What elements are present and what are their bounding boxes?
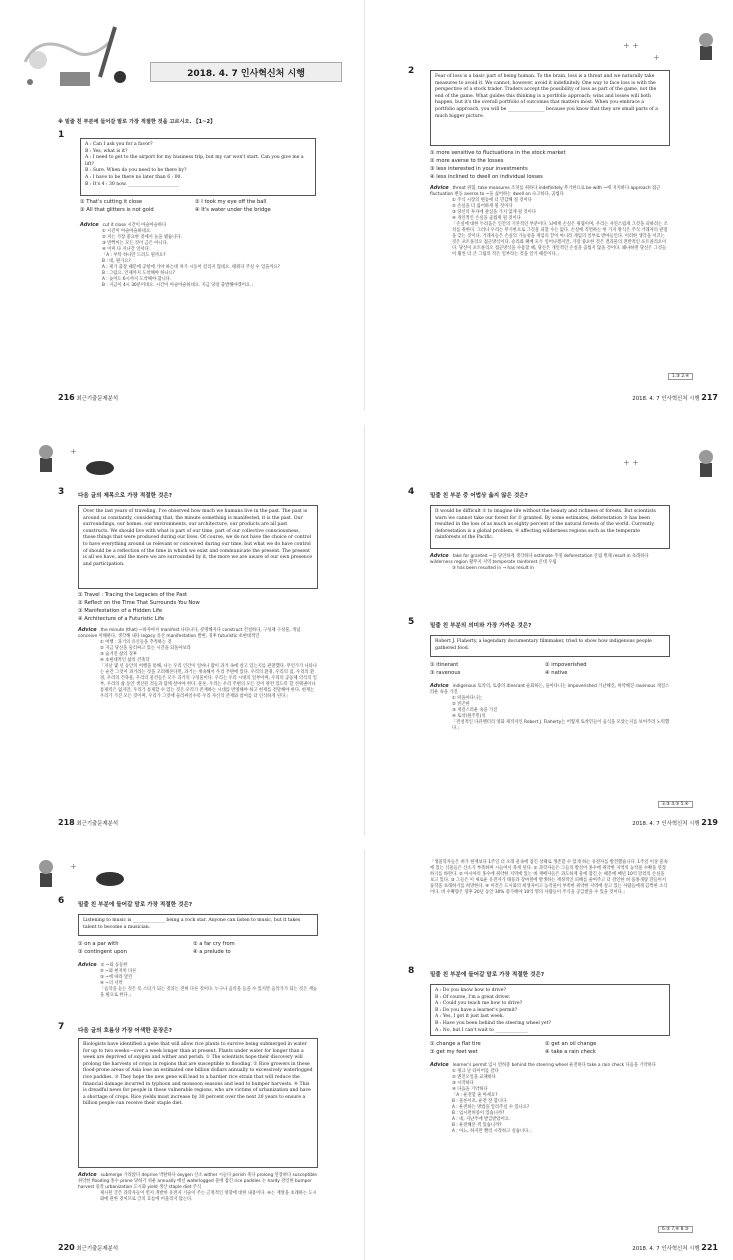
advice-line: ② 저는 가장 중요한 것에서 눈을 뗐습니다. xyxy=(102,235,182,240)
advice-line: ④ 초현대적인 삶의 건축학 xyxy=(100,658,150,663)
page-number: 220 xyxy=(58,1243,75,1252)
passage-box-q6: Listening to music is ______________ being a rock star. Anyone can listen to music, but it takes talent to become a musician. xyxy=(78,914,318,936)
page-number: 218 xyxy=(58,818,75,827)
page-220 xyxy=(0,850,362,1260)
option-4[interactable]: ④ Architecture of a Futuristic Life xyxy=(78,616,165,622)
option-2[interactable]: ② impoverished xyxy=(545,662,587,668)
advice-line: 제시된 글은 과학자들이 먼저 개발한 유전자 기술이 주는 긍정적인 영향에 대한 내용이다. ④는 재앙을 초래하는 도시화에 관한 것이므로 글의 흐름에 어울리지 않는다. xyxy=(100,1191,317,1202)
question-stem-q8: 밑줄 친 부분에 들어갈 말로 가장 적절한 것은? xyxy=(430,972,545,978)
advice-q2 xyxy=(430,185,670,258)
page-footer xyxy=(58,818,118,827)
option-3[interactable]: ③ Manifestation of a Hidden Life xyxy=(78,608,163,614)
option-1[interactable]: ① itinerant xyxy=(430,662,459,668)
advice-q3 xyxy=(78,627,318,700)
dialogue-box-q8 xyxy=(430,984,670,1036)
svg-text:+ +: + + xyxy=(623,458,639,467)
question-number-1: 1 xyxy=(58,130,65,140)
advice-line: ④ 이미 다 지나간 일이다. xyxy=(102,247,151,252)
advice-q5 xyxy=(430,683,670,732)
advice-line: ① ~와 동등한 xyxy=(100,963,128,968)
advice-line: submerge 가라앉다 deprive 박탈하다 oxygen 산소 wither 시들다 perish 죽다 prolong 연장하다 susceptible 취약한 flooding 홍수 prone 당하기 쉬운 annually 매년 waterlogged 물에 잠긴 rice paddies 논 hardy 강인한 bumper harvest 풍작 urbanization 도시화 yield 생산 staple diet 주식 xyxy=(78,1173,317,1190)
advice-line: ④ ~의 서막 xyxy=(100,981,123,986)
advice-line: ① 여행 : 과거의 유산들을 추적하는 것 xyxy=(100,640,172,645)
option-1[interactable]: ① That's cutting it close xyxy=(80,199,143,205)
plant-illustration xyxy=(618,445,718,485)
option-1[interactable]: ① change a flat tire xyxy=(430,1041,481,1047)
advice-line: 「전설적인 다큐멘터리 영화 제작자인 Robert J. Flaherty는 어떻게 토착민들이 음식을 모았는지를 보여주려 노력했다.」 xyxy=(452,720,670,731)
advice-label: Advice xyxy=(80,222,99,228)
exam-title: 2018. 4. 7 인사혁신처 시행 xyxy=(150,62,342,82)
page-number: 221 xyxy=(701,1243,718,1252)
dialogue-line: A : No, but I can't wait to ______________ xyxy=(435,1027,528,1033)
dialogue-line: B : Have you been behind the steering wheel yet? xyxy=(435,1020,551,1026)
advice-line: ① 펑크 난 타이어를 갈다 xyxy=(452,1069,499,1074)
option-2[interactable]: ② get an oil change xyxy=(545,1041,597,1047)
option-4[interactable]: ④ native xyxy=(545,670,568,676)
advice-line: A : 운전하는 방법을 알려주실 수 있나요? xyxy=(452,1105,530,1110)
page-number: 219 xyxy=(701,818,718,827)
advice-line: 「A : 부탁 하나만 드려도 될까요? xyxy=(102,253,166,258)
page-219 xyxy=(368,425,730,835)
question-stem-q5: 밑줄 친 부분의 의미와 가장 가까운 것은? xyxy=(430,623,532,629)
page-217 xyxy=(368,0,730,410)
advice-line: ① 떠돌아다니는 xyxy=(452,696,483,701)
advice-q6 xyxy=(78,962,318,999)
option-2[interactable]: ② I took my eye off the ball xyxy=(195,199,267,205)
advice-line: B : 운전해본 적 있습니까? xyxy=(452,1123,502,1128)
option-4[interactable]: ④ take a rain check xyxy=(545,1049,596,1055)
advice-q4 xyxy=(430,553,670,572)
advice-line: ③ 당신의 투자에 관심을 가지 않게 될 것이다 xyxy=(452,210,536,215)
advice-line: ① 시간이 아슬아슬하네요. xyxy=(102,229,152,234)
page-footer xyxy=(58,393,118,402)
svg-text:+: + xyxy=(70,447,77,456)
dialogue-line: A : Can I ask you for a favor? xyxy=(85,142,153,147)
option-2[interactable]: ② Reflect on the Time That Surrounds You Now xyxy=(78,600,200,606)
question-number-5: 5 xyxy=(408,617,415,627)
question-stem-q3: 다음 글의 제목으로 가장 적절한 것은? xyxy=(78,493,173,499)
passage-box-q7: Biologists have identified a gene that will allow rice plants to survive being submerged in water for up to two weeks—over a week longer than at present. Plants under water for longer than a week are deprived of oxygen and wither and perish. ① The scientists hope their discovery will prolong the harvests of crops in regions that are susceptible to flooding. ② Rice growers in these flood-prone areas of Asia lose an estimated one billion dollars annually to excessively waterlogged rice paddies. ③ They hope the new gene will lead to a hardier rice strain that will reduce the financial damage incurred in typhoon and monsoon seasons and lead to bumper harvests. ④ This is dreadful news for people in those vulnerable regions, who are victims of urbanization and have a shortage of crops. Rice yields must increase by 30 percent over the next 20 years to ensure a billion people can receive their staple diet. xyxy=(78,1038,318,1168)
options-q3 xyxy=(78,591,318,623)
advice-line: 「손실에 대한 두려움은 인간의 기본적인 부분이다. 뇌에게 손실은 위협이며, 우리는 자연스럽게 그것을 피하려는 조치를 취한다. 그러나 우리는 무기한으로 그것을 피할 수는 없다. 손실에 직면하는 한 가지 방식은 주식 거래자의 관점을 갖는 것이다. 거래자들은 손실의 가능성을 게임의 끝이 아니라 게임의 일부로 받아들인다. 이러한 생각을 이끄는 것은 포트폴리오 접근방식이다. 승리와 패배 모두 일어나겠지만, 가장 중요한 것은 결과물의 전반적인 포트폴리오이다. 당신이 포트폴리오 접근방식을 수용할 때, 당신은 개인적인 손실을 곱씹지 않을 것이다. 왜냐하면 당신은 그것들이 훨씬 더 큰 그림의 작은 일부라는 것을 알기 때문이다.」 xyxy=(452,222,668,257)
page-number: 217 xyxy=(701,393,718,402)
advice-label: Advice xyxy=(78,962,97,968)
advice-q1 xyxy=(80,222,310,289)
instruction: ※ 밑줄 친 부분에 들어갈 말로 가장 적절한 것을 고르시오. 【1~2】 xyxy=(58,119,216,125)
passage-box-q4: It would be difficult ① to imagine life without the beauty and richness of forests. But scientists warn we cannot take our forest for ② granted. By some estimates, deforestation ③ has been resulted in the loss of as much as eighty percent of the natural forests of the world. Currently, deforestation is a global problem, ④ affecting wilderness regions such as the temperate rainforests of the Pacific. xyxy=(430,505,670,549)
advice-line: ① 주식 시장의 변동에 더 민감해 질 것이다 xyxy=(452,198,532,203)
dialogue-line: B : Yes, what is it? xyxy=(85,148,128,154)
advice-line: cut it close 시간이 아슬아슬하다 xyxy=(102,223,167,228)
advice-label: Advice xyxy=(430,185,449,191)
pen-illustration xyxy=(20,22,130,92)
options-q5 xyxy=(430,661,670,677)
advice-line: ③ 시작하다 xyxy=(452,1081,474,1086)
advice-line: 「음악을 듣는 것은 록 스타가 되는 것과는 전혀 다른 것이다. 누구나 음악을 들을 수 있지만 음악가가 되는 것은 재능을 필요로 한다.」 xyxy=(100,987,318,998)
advice-q7 xyxy=(78,1172,318,1203)
dialogue-line: A : Could you teach me how to drive? xyxy=(435,1001,523,1007)
options-q6 xyxy=(78,940,318,956)
footer-label: 2018. 4. 7 인사혁신처 시행 xyxy=(632,396,700,402)
page-footer xyxy=(58,1243,118,1252)
question-number-4: 4 xyxy=(408,487,415,497)
advice-line: A : 제가 출장 때문에 공항에 가야 하는데 차가 시동이 걸리지 않네요. 태워다 주실 수 있을까요? xyxy=(102,265,280,270)
dialogue-line: B : Sure. When do you need to be there by? xyxy=(85,168,187,174)
option-3[interactable]: ③ ravenous xyxy=(430,670,461,676)
option-3[interactable]: ③ All that glitters is not gold xyxy=(80,207,154,213)
advice-line: B : 임시면허증이 있습니까? xyxy=(452,1111,505,1116)
options-q1 xyxy=(80,198,320,214)
page-218 xyxy=(0,425,362,835)
advice-label: Advice xyxy=(78,627,97,633)
question-number-6: 6 xyxy=(58,896,65,906)
option-3[interactable]: ③ get my feet wet xyxy=(430,1049,478,1055)
advice-line: B : 지금이 4시 30분이네요. 시간이 아슬아슬하네요. 지금 당장 출발해야겠어요.」 xyxy=(102,283,256,288)
advice-line: B : 물론이죠, 운전 잘 합니다. xyxy=(452,1099,508,1104)
page-221 xyxy=(368,850,730,1260)
page-footer xyxy=(632,1243,718,1252)
footer-label: 최근기출문제분석 xyxy=(76,396,119,402)
advice-line: B : 그럼요. 언제까지 도착해야 하나요? xyxy=(102,271,175,276)
gutter xyxy=(364,850,365,1260)
option-4[interactable]: ④ a prelude to xyxy=(193,949,231,955)
option-3[interactable]: ③ less interested in your investments xyxy=(430,166,528,172)
advice-line: ④ 다음을 기약하다 xyxy=(452,1087,488,1092)
plant-illustration xyxy=(618,28,718,68)
dialogue-line: B : Do you have a learner's permit? xyxy=(435,1007,518,1013)
advice-line: ④ 개인적인 손실을 곱씹게 될 것이다 xyxy=(452,216,521,221)
page-216 xyxy=(0,0,362,410)
footer-label: 최근기출문제분석 xyxy=(76,1246,119,1252)
dialogue-line: B : It's 4 : 30 now. ______________________ xyxy=(85,181,179,187)
option-4[interactable]: ④ less inclined to dwell on individual losses xyxy=(430,174,543,180)
page-number: 216 xyxy=(58,393,75,402)
advice-line: ② 빈곤한 xyxy=(452,702,470,707)
advice-line: ③ 숨겨진 삶의 징후 xyxy=(100,652,138,657)
advice-line: learner's permit 임시 면허증 behind the steering wheel 운전하다 take a rain check 다음을 기약하다 xyxy=(452,1063,656,1068)
spread-1 xyxy=(0,0,733,410)
answer-key: 6.③ 7.④ 8.③ xyxy=(658,1226,693,1233)
advice-line: the minute (that) ~하자마자 manifest 나타나다, 분명해지다 construct 건설하다, 구성체 구성물, 개념 conceive 이해하다, 생각해 내다 legacy 유산 manifestation 발현, 징후 futuristic 초현대적인 xyxy=(78,628,301,639)
option-1[interactable]: ① Travel : Tracing the Legacies of the Past xyxy=(78,592,188,598)
passage-box-q3: Over the last years of traveling, I've observed how much we humans live in the past. The past is around us constantly, considering that, the minute something is manifested, it is the past. Our surroundings, our homes, our environments, our architecture, our products are all past constructs. We should live with what is part of our time, part of our collective consciousness, those things that were produced during our lives. Of course, we do not have the choice or control to have everything around us relevant or conceived during our time, but what we do have control of should be a reflection of the time in which we exist and communicate the present. The present is all we have, and the more we are surrounded by it, the more we are aware of our own presence and participation. xyxy=(78,505,318,589)
answer-key: 1.③ 2.④ xyxy=(668,373,693,380)
footer-label: 최근기출문제분석 xyxy=(76,821,119,827)
advice-line: ② 지금 당신을 둘러싸고 있는 시간을 되돌아보라 xyxy=(100,646,191,651)
svg-text:+: + xyxy=(70,862,77,871)
gutter xyxy=(364,425,365,835)
footer-label: 2018. 4. 7 인사혁신처 시행 xyxy=(632,821,700,827)
options-q2 xyxy=(430,149,670,181)
translation-q7: 「생물학자들은 벼가 현재보다 1주일 더 오래 물속에 잠긴 상태로 생존할 수 있게 하는 유전자를 발견했습니다. 1주일 이상 물속에 있는 식물들은 산소가 부족하며 시들어서 죽게 된다. ① 과학자들은 그들의 발견이 홍수에 취약한 지역의 농작물 수확을 연장하기를 바란다. ② 아시아의 홍수에 취약한 지역에 있는 벼 재배자들은 과도하게 물에 잠긴 논 때문에 매년 10억 달러의 손실을 보고 있다. ③ 그들은 이 새로운 유전자가 태풍과 장마철에 발생하는 재정적인 피해를 줄여주고 더 강인한 벼 품종개량 만들어서 풍작을 초래하기를 희망한다. ④ 이것은 도시화의 희생자이고 농작물이 부족한 취약한 지역에 살고 있는 사람들에게 끔찍한 소식이다. 벼 수확량은 향후 20년 동안 30% 증가해야 10억 명의 사람들이 주식을 공급받을 수 있을 것이다.」 xyxy=(430,860,668,895)
advice-line: A : 아뇨, 하지만 빨리 시작하고 싶습니다.」 xyxy=(452,1129,534,1134)
option-4[interactable]: ④ It's water under the bridge xyxy=(195,207,271,213)
question-number-2: 2 xyxy=(408,66,415,76)
option-1[interactable]: ① more sensitive to fluctuations in the stock market xyxy=(430,150,566,156)
page-footer xyxy=(632,818,718,827)
plant-illustration xyxy=(30,440,140,480)
svg-text:+ +: + + xyxy=(623,41,639,50)
advice-line: ② 손실을 더 싫어하게 될 것이다 xyxy=(452,204,513,209)
question-stem-q6: 밑줄 친 부분에 들어갈 말로 가장 적절한 것은? xyxy=(78,902,193,908)
passage-box-q2: Fear of loss is a basic part of being human. To the brain, loss is a threat and we naturally take measures to avoid it. We cannot, however, avoid it indefinitely. One way to face loss is with the perspective of a stock trader. Traders accept the possibility of loss as part of the game, not the end of the game. What guides this thinking is a portfolio approach; wins and losses will both happen, but it's the overall portfolio of outcomes that matters most. When you embrace a portfolio approach, you will be ________________ because you know that they are small parts of a much bigger picture. xyxy=(430,70,670,146)
advice-line: indigenous 토착의, 토종의 itinerant 순회하는, 돌아다니는 impoverished 가난해진, 허약해진 ravenous 게걸스러운 속을 가진 xyxy=(430,684,670,695)
question-number-8: 8 xyxy=(408,966,415,976)
question-stem-q4: 밑줄 친 부분 중 어법상 옳지 않은 것은? xyxy=(430,493,528,499)
question-stem-q7: 다음 글의 흐름상 가장 어색한 문장은? xyxy=(78,1028,173,1034)
spread-3 xyxy=(0,850,733,1260)
advice-line: threat 위협, take measures 조치를 취하다 indefinitely 무기한으로 be with ~에 지지하다 approach 접근 fluctuation 변동 averse to ~을 싫어하는 dwell on 숙고하다, 곰씹다 xyxy=(430,186,661,197)
dialogue-box-q1 xyxy=(80,138,316,196)
footer-label: 2018. 4. 7 인사혁신처 시행 xyxy=(632,1246,700,1252)
advice-line: ② 엔진오일을 교체하다 xyxy=(452,1075,496,1080)
advice-label: Advice xyxy=(430,683,449,689)
advice-line: A : 늦어도 6시까지 도착해야 합니다. xyxy=(102,277,172,282)
advice-line: A : 네, 지난주에 발급받았어요. xyxy=(452,1117,511,1122)
option-3[interactable]: ③ contingent upon xyxy=(78,949,127,955)
advice-line: ③ ~에 따라 달린 xyxy=(100,975,133,980)
spread-2 xyxy=(0,425,733,835)
svg-text:+: + xyxy=(653,53,660,62)
advice-line: ④ 토착(원주민)의 xyxy=(452,714,486,719)
advice-line: ③ has been resulted in → has result in xyxy=(452,566,534,571)
advice-q8 xyxy=(430,1062,670,1135)
advice-line: ② ~와 현저히 다른 xyxy=(100,969,137,974)
advice-label: Advice xyxy=(78,1172,97,1178)
advice-line: ③ 게걸스러운 속을 가진 xyxy=(452,708,498,713)
option-2[interactable]: ② a far cry from xyxy=(193,941,235,947)
page-footer xyxy=(632,393,718,402)
advice-line: B : 네, 뭔가요? xyxy=(102,259,131,264)
dialogue-line: A : Do you know how to drive? xyxy=(435,988,506,993)
gutter xyxy=(364,0,365,410)
advice-line: 「A : 운전할 줄 아세요? xyxy=(452,1093,498,1098)
option-1[interactable]: ① on a par with xyxy=(78,941,119,947)
passage-box-q5: Robert J. Flaherty, a legendary documentary filmmaker, tried to show how indigenous people gathered food. xyxy=(430,635,670,657)
advice-label: Advice xyxy=(430,553,449,559)
advice-line: ③ 반짝이는 모든 것이 금은 아니다. xyxy=(102,241,169,246)
options-q8 xyxy=(430,1040,670,1056)
advice-label: Advice xyxy=(430,1062,449,1068)
plant-illustration xyxy=(30,855,150,895)
dialogue-line: B : Of course, I'm a great driver. xyxy=(435,994,511,1000)
advice-line: 「지난 몇 년 동안의 여행을 통해, 나는 우리 인간이 얼마나 많이 과거 속에 살고 있는지를 관찰했다. 무언가가 나타나는 순간 그것이 과거라는 것을 고려해본다면, 과거는 계속해서 우리 주변에 있다. 우리의 환경, 우리의 집, 우리의 환경, 우리의 건축물, 우리의 물건들은 모두 과거의 구성물이다. 우리는 우리 시대의 일부이며, 우리의 공동체 의식의 일부, 우리의 삶 동안 생산된 것들과 함께 살아야 한다. 물론, 우리는 우리 주변의 모든 것이 관련 있도록 할 선택권이나 통제력은 없지만, 우리가 통제할 수 있는 것은 우리가 존재하는 시대를 반영해야 하고 현재를 전달해야 한다. 현재는 우리가 가진 모든 것이며, 우리가 그것에 둘러싸일수록 우리 자신의 존재와 참여를 더 인식하게 된다.」 xyxy=(100,664,318,699)
dialogue-line: A : I have to be there no later than 6 : 00. xyxy=(85,174,182,180)
advice-line: take for granted ~을 당연하게 생각하다 estimate 추정 deforestation 산림 벌채 result in 초래하다 wilderness region 황무지 지역 temperate rainforest 온대 우림 xyxy=(430,554,649,565)
dialogue-line: A : Yes, I got it just last week. xyxy=(435,1014,505,1020)
question-number-7: 7 xyxy=(58,1022,65,1032)
dialogue-line: A : I need to get to the airport for my business trip, but my car won't start. Can you give me a lift? xyxy=(85,155,304,167)
answer-key: 3.③ 4.③ 5.④ xyxy=(658,801,693,808)
option-2[interactable]: ② more averse to the losses xyxy=(430,158,504,164)
question-number-3: 3 xyxy=(58,487,65,497)
